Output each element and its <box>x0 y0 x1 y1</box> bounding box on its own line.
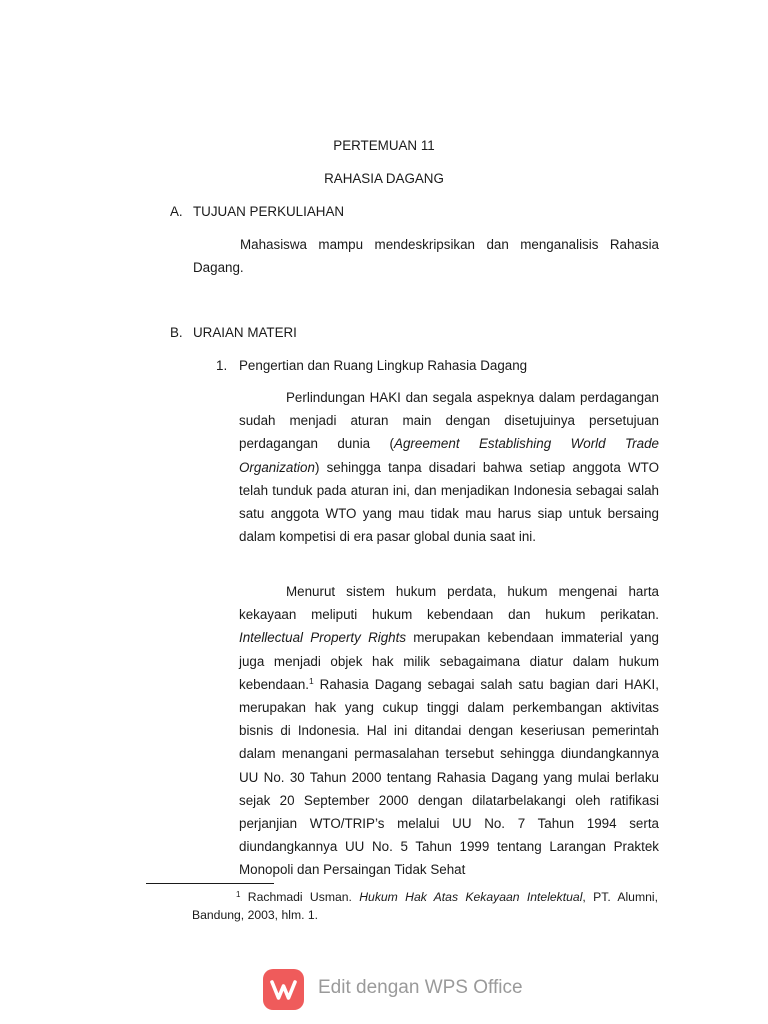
paragraph-1-text-a: Perlindungan HAKI dan segala aspeknya dalam perdagangan sudah menjadi aturan main dengan disetujuinya persetujuan perdagangan dunia ( <box>239 390 659 452</box>
topic-heading: RAHASIA DAGANG <box>324 171 444 186</box>
footnote-reference[interactable]: 1 <box>309 675 314 686</box>
paragraph-2 <box>239 580 659 882</box>
footnote-rest: , PT. Alumni, Bandung, 2003, hlm. 1. <box>192 890 658 922</box>
subsection-1-title: Pengertian dan Ruang Lingkup Rahasia Dagang <box>239 358 528 373</box>
section-b-title: URAIAN MATERI <box>193 325 297 340</box>
wps-logo-icon[interactable] <box>263 969 304 1010</box>
paragraph-2-text-a: Menurut sistem hukum perdata, hukum mengenai harta kekayaan meliputi hukum kebendaan dan hukum perikatan. <box>239 584 659 623</box>
paragraph-2-italic: Intellectual Property Rights <box>239 630 407 646</box>
footnote <box>192 889 658 924</box>
section-a-title: TUJUAN PERKULIAHAN <box>193 204 345 219</box>
section-a-label: A. <box>170 204 183 219</box>
footnote-separator <box>146 883 274 884</box>
wps-edit-banner[interactable] <box>263 968 523 1012</box>
paragraph-2-text-b: merupakan kebendaan immaterial yang juga menjadi objek hak milik sebagaimana diatur dalam hukum kebendaan. <box>239 630 659 692</box>
footnote-author: Rachmadi Usman. <box>247 890 360 904</box>
meeting-heading: PERTEMUAN 11 <box>333 138 435 153</box>
paragraph-1-text-b: ) sehingga tanpa disadari bahwa setiap anggota WTO telah tunduk pada aturan ini, dan menjadikan Indonesia sebagai salah satu anggota WTO yang mau tidak mau harus siap untuk bersaing dalam kompetisi di era pasar global dunia saat ini. <box>239 459 659 545</box>
paragraph-1-italic: Agreement Establishing World Trade Organization <box>239 436 659 475</box>
subsection-1-label: 1. <box>216 358 228 373</box>
section-b-label: B. <box>170 325 183 340</box>
paragraph-1 <box>239 386 659 548</box>
paragraph-2-text-c: Rahasia Dagang sebagai salah satu bagian dari HAKI, merupakan hak yang cukup tinggi dalam perkembangan aktivitas bisnis di Indonesia. Hal ini ditandai dengan keseriusan pemerintah dalam menangani permasalahan tersebut sehingga diundangkannya UU No. 30 Tahun 2000 tentang Rahasia Dagang yang mulai berlaku sejak 20 September 2000 dengan dilatarbelakangi oleh ratifikasi perjanjian WTO/TRIP’s melalui UU No. 7 Tahun 1994 serta diundangkannya UU No. 5 Tahun 1999 tentang Larangan Praktek Monopoli dan Persaingan Tidak Sehat <box>239 676 659 878</box>
footnote-number: 1 <box>236 890 241 899</box>
section-a-body-text: Mahasiswa mampu mendeskripsikan dan menganalisis Rahasia Dagang. <box>193 237 659 276</box>
footnote-title: Hukum Hak Atas Kekayaan Intelektual <box>359 890 583 904</box>
section-a-body <box>193 233 659 279</box>
wps-edit-label[interactable]: Edit dengan WPS Office <box>318 977 523 998</box>
